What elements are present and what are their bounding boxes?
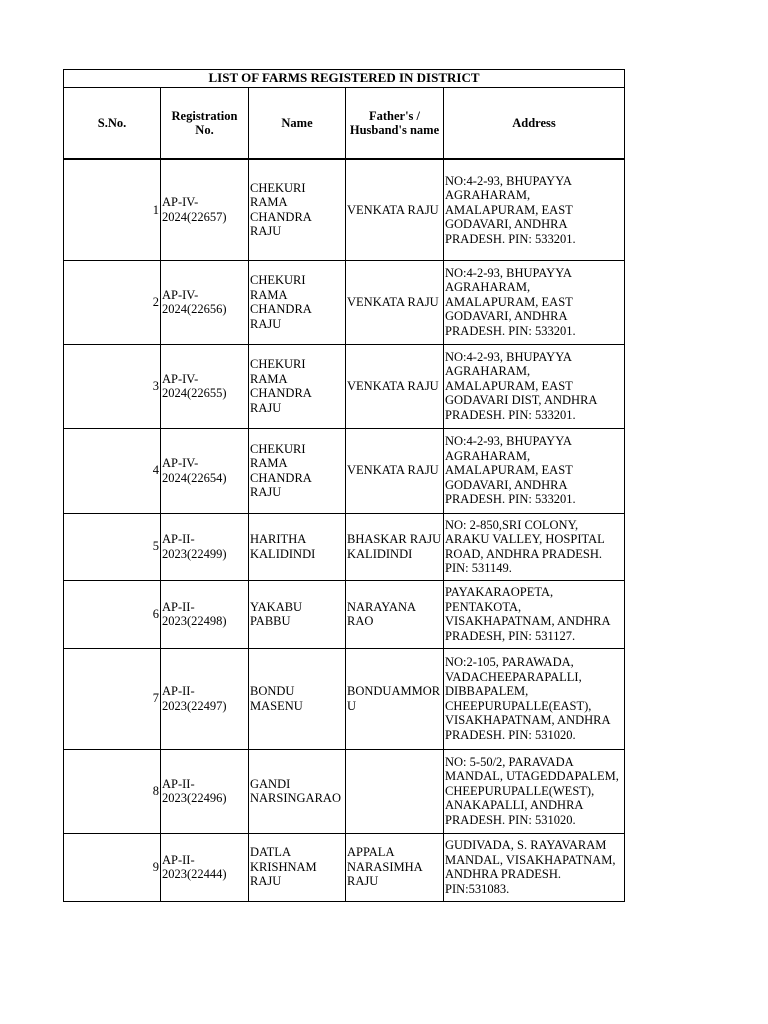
farms-table (63, 69, 625, 902)
cell-sno: 8 (64, 749, 161, 833)
cell-registration: AP-IV-2024(22656) (161, 260, 249, 344)
cell-name: CHEKURI RAMA CHANDRA RAJU (249, 159, 346, 260)
cell-registration: AP-II-2023(22498) (161, 580, 249, 648)
cell-name: YAKABU PABBU (249, 580, 346, 648)
cell-father: NARAYANA RAO (346, 580, 444, 648)
table-row (64, 260, 625, 344)
cell-address: GUDIVADA, S. RAYAVARAM MANDAL, VISAKHAPATNAM, ANDHRA PRADESH. PIN:531083. (444, 833, 625, 901)
cell-address: NO: 2-850,SRI COLONY, ARAKU VALLEY, HOSPITAL ROAD, ANDHRA PRADESH. PIN: 531149. (444, 513, 625, 580)
cell-name: DATLA KRISHNAM RAJU (249, 833, 346, 901)
cell-father: VENKATA RAJU (346, 159, 444, 260)
table-row (64, 344, 625, 428)
cell-address: NO:4-2-93, BHUPAYYA AGRAHARAM, AMALAPURAM, EAST GODAVARI, ANDHRA PRADESH. PIN: 533201. (444, 159, 625, 260)
cell-father: APPALA NARASIMHA RAJU (346, 833, 444, 901)
cell-address: NO:4-2-93, BHUPAYYA AGRAHARAM, AMALAPURAM, EAST GODAVARI, ANDHRA PRADESH. PIN: 533201. (444, 260, 625, 344)
col-header-sno: S.No. (64, 88, 161, 160)
table-row (64, 749, 625, 833)
cell-sno: 4 (64, 428, 161, 513)
cell-name: GANDI NARSINGARAO (249, 749, 346, 833)
table-row (64, 159, 625, 260)
table-title: LIST OF FARMS REGISTERED IN DISTRICT (64, 70, 625, 88)
col-header-father: Father's / Husband's name (346, 88, 444, 160)
table-row (64, 580, 625, 648)
cell-registration: AP-II-2023(22496) (161, 749, 249, 833)
col-header-registration: Registration No. (161, 88, 249, 160)
cell-father: VENKATA RAJU (346, 344, 444, 428)
table-row (64, 648, 625, 749)
table-row (64, 833, 625, 901)
cell-address: NO:4-2-93, BHUPAYYA AGRAHARAM, AMALAPURAM, EAST GODAVARI, ANDHRA PRADESH. PIN: 533201. (444, 428, 625, 513)
col-header-address: Address (444, 88, 625, 160)
cell-registration: AP-II-2023(22497) (161, 648, 249, 749)
cell-sno: 2 (64, 260, 161, 344)
cell-sno: 5 (64, 513, 161, 580)
cell-address: PAYAKARAOPETA, PENTAKOTA, VISAKHAPATNAM, ANDHRA PRADESH, PIN: 531127. (444, 580, 625, 648)
cell-name: CHEKURI RAMA CHANDRA RAJU (249, 428, 346, 513)
cell-registration: AP-IV-2024(22654) (161, 428, 249, 513)
cell-father: VENKATA RAJU (346, 260, 444, 344)
col-header-name: Name (249, 88, 346, 160)
table-row (64, 513, 625, 580)
cell-sno: 7 (64, 648, 161, 749)
cell-sno: 1 (64, 159, 161, 260)
cell-registration: AP-IV-2024(22657) (161, 159, 249, 260)
cell-address: NO:4-2-93, BHUPAYYA AGRAHARAM, AMALAPURAM, EAST GODAVARI DIST, ANDHRA PRADESH. PIN: 533201. (444, 344, 625, 428)
cell-sno: 6 (64, 580, 161, 648)
cell-address: NO: 5-50/2, PARAVADA MANDAL, UTAGEDDAPALEM, CHEEPURUPALLE(WEST), ANAKAPALLI, ANDHRA PRADESH. PIN: 531020. (444, 749, 625, 833)
cell-father: VENKATA RAJU (346, 428, 444, 513)
cell-registration: AP-II-2023(22444) (161, 833, 249, 901)
cell-registration: AP-II-2023(22499) (161, 513, 249, 580)
cell-address: NO:2-105, PARAWADA, VADACHEEPARAPALLI, DIBBAPALEM, CHEEPURUPALLE(EAST), VISAKHAPATNAM, ANDHRA PRADESH. PIN: 531020. (444, 648, 625, 749)
cell-father (346, 749, 444, 833)
cell-registration: AP-IV-2024(22655) (161, 344, 249, 428)
cell-name: CHEKURI RAMA CHANDRA RAJU (249, 344, 346, 428)
cell-father: BHASKAR RAJU KALIDINDI (346, 513, 444, 580)
cell-name: HARITHA KALIDINDI (249, 513, 346, 580)
table-row (64, 428, 625, 513)
cell-name: BONDU MASENU (249, 648, 346, 749)
cell-name: CHEKURI RAMA CHANDRA RAJU (249, 260, 346, 344)
cell-sno: 3 (64, 344, 161, 428)
cell-sno: 9 (64, 833, 161, 901)
cell-father: BONDUAMMORU (346, 648, 444, 749)
